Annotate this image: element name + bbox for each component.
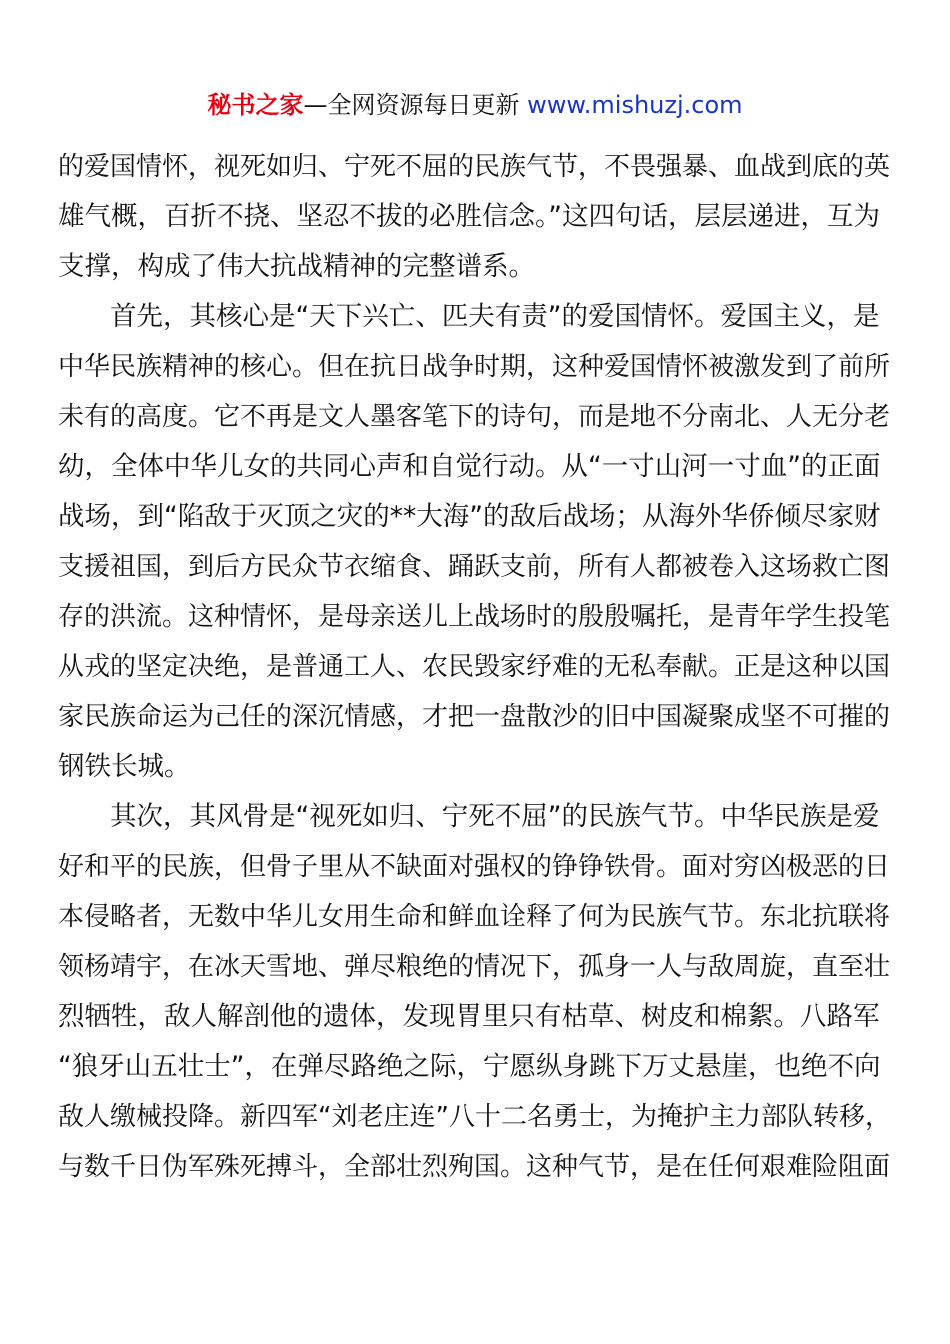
- text-line-8: 战场，到“陷敌于灭顶之灾的**大海”的敌后战场；从海外华侨倾尽家财: [58, 501, 881, 532]
- text-line-7: 幼，全体中华儿女的共同心声和自觉行动。从“一寸山河一寸血”的正面: [58, 451, 881, 482]
- text-line-13: 钢铁长城。: [58, 751, 191, 782]
- brand-name: 秘书之家: [207, 91, 304, 119]
- text-line-21: 与数千日伪军殊死搏斗，全部壮烈殉国。这种气节，是在任何艰难险阻面: [58, 1152, 891, 1182]
- text-line-18: 烈牺牲，敌人解剖他的遗体，发现胃里只有枯草、树皮和棉絮。八路军: [58, 1001, 880, 1032]
- text-line-2: 雄气概，百折不挠、坚忍不拔的必胜信念。”这四句话，层层递进，互为: [58, 201, 880, 232]
- text-line-9: 支援祖国，到后方民众节衣缩食、踊跃支前，所有人都被卷入这场救亡图: [58, 552, 891, 582]
- header-dash: —: [303, 91, 328, 119]
- document-body: [58, 142, 892, 1192]
- header-slogan: 全网资源每日更新: [327, 91, 520, 119]
- text-line-12: 家民族命运为己任的深沉情感，才把一盘散沙的旧中国凝聚成坚不可摧的: [58, 702, 891, 732]
- text-line-4: 首先，其核心是“天下兴亡、匹夫有责”的爱国情怀。爱国主义，是: [110, 301, 880, 332]
- text-line-20: 敌人缴械投降。新四军“刘老庄连”八十二名勇士，为掩护主力部队转移，: [58, 1102, 891, 1132]
- site-url-link[interactable]: www.mishuzj.com: [527, 91, 743, 119]
- text-line-17: 领杨靖宇，在冰天雪地、弹尽粮绝的情况下，孤身一人与敌周旋，直至壮: [58, 952, 891, 982]
- text-line-1: 的爱国情怀，视死如归、宁死不屈的民族气节，不畏强暴、血战到底的英: [58, 152, 891, 182]
- text-line-14: 其次，其风骨是“视死如归、宁死不屈”的民族气节。中华民族是爱: [110, 801, 880, 832]
- text-line-3: 支撑，构成了伟大抗战精神的完整谱系。: [58, 251, 535, 282]
- site-header-banner: [0, 88, 950, 122]
- text-line-19: “狼牙山五壮士”，在弹尽路绝之际，宁愿纵身跳下万丈悬崖，也绝不向: [58, 1051, 881, 1082]
- text-line-6: 未有的高度。它不再是文人墨客笔下的诗句，而是地不分南北、人无分老: [58, 402, 891, 432]
- text-line-10: 存的洪流。这种情怀，是母亲送儿上战场时的殷殷嘱托，是青年学生投笔: [58, 602, 891, 632]
- text-line-11: 从戎的坚定决绝，是普通工人、农民毁家纾难的无私奉献。正是这种以国: [58, 652, 891, 682]
- text-line-15: 好和平的民族，但骨子里从不缺面对强权的铮铮铁骨。面对穷凶极恶的日: [58, 852, 891, 882]
- text-line-5: 中华民族精神的核心。但在抗日战争时期，这种爱国情怀被激发到了前所: [58, 352, 891, 382]
- text-line-16: 本侵略者，无数中华儿女用生命和鲜血诠释了何为民族气节。东北抗联将: [58, 902, 891, 932]
